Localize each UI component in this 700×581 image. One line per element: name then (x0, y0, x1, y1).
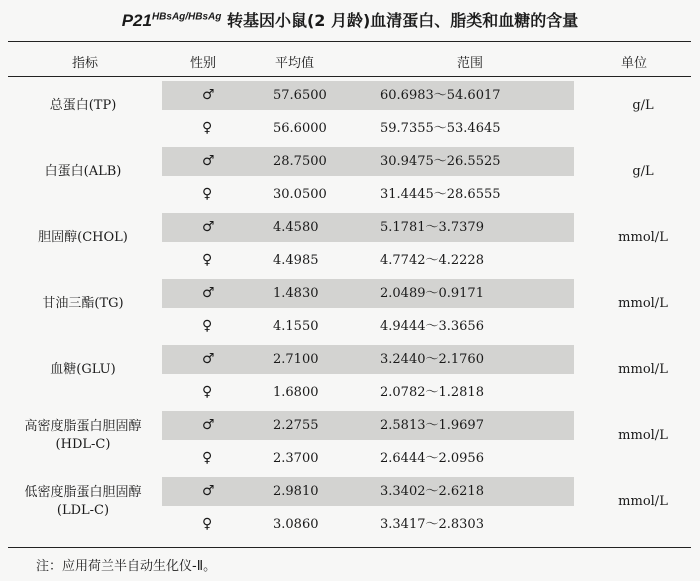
footnote: 注：应用荷兰半自动生化仪-Ⅱ。 (36, 559, 217, 574)
mean-value: 2.2755 (273, 418, 319, 433)
indicator-name: 胆固醇(CHOL) (38, 230, 128, 245)
unit-label: mmol/L (618, 296, 668, 311)
indicator-label (8, 163, 158, 181)
sex-symbol: ♀ (202, 186, 213, 202)
sex-symbol: ♂ (202, 417, 215, 433)
table-row (0, 112, 700, 145)
mean-value: 30.0500 (273, 187, 327, 202)
mean-value: 3.0860 (273, 517, 319, 532)
sex-symbol: ♀ (202, 252, 213, 268)
range-value: 4.7742～4.2228 (380, 253, 484, 268)
row-shading (162, 345, 574, 374)
indicator-label (8, 484, 158, 520)
sex-symbol: ♀ (202, 120, 213, 136)
sex-symbol: ♀ (202, 318, 213, 334)
range-value: 3.2440～2.1760 (380, 352, 484, 367)
mean-value: 28.7500 (273, 154, 327, 169)
table-title (0, 8, 700, 31)
indicator-name: 高密度脂蛋白胆固醇 (24, 419, 142, 434)
indicator-label (8, 295, 158, 313)
mean-value: 1.6800 (273, 385, 319, 400)
unit-label: g/L (632, 98, 654, 113)
header-rule (8, 76, 691, 77)
indicator-name: 低密度脂蛋白胆固醇 (24, 485, 142, 500)
indicator-label (8, 97, 158, 115)
sex-symbol: ♀ (202, 516, 213, 532)
row-shading (162, 477, 574, 506)
top-rule (8, 41, 691, 42)
title-superscript: HBsAg/HBsAg (151, 11, 222, 23)
row-shading (162, 213, 574, 242)
mean-value: 2.3700 (273, 451, 319, 466)
header-mean: 平均值 (275, 56, 315, 71)
range-value: 2.0782～1.2818 (380, 385, 484, 400)
unit-label: mmol/L (618, 230, 668, 245)
bottom-rule (8, 547, 691, 548)
row-shading (162, 411, 574, 440)
range-value: 31.4445～28.6555 (380, 187, 501, 202)
range-value: 59.7355～53.4645 (380, 121, 501, 136)
mean-value: 2.9810 (273, 484, 319, 499)
header-unit: 单位 (621, 56, 648, 71)
unit-label: mmol/L (618, 428, 668, 443)
range-value: 4.9444～3.3656 (380, 319, 484, 334)
sex-symbol: ♂ (202, 285, 215, 301)
range-value: 5.1781～3.7379 (380, 220, 484, 235)
table-row (0, 178, 700, 211)
indicator-label (8, 418, 158, 454)
sex-symbol: ♂ (202, 219, 215, 235)
header-range: 范围 (457, 56, 484, 71)
mean-value: 57.6500 (273, 88, 327, 103)
sex-symbol: ♀ (202, 384, 213, 400)
row-shading (162, 81, 574, 110)
mean-value: 2.7100 (273, 352, 319, 367)
mean-value: 1.4830 (273, 286, 319, 301)
unit-label: g/L (632, 164, 654, 179)
header-indicator: 指标 (72, 56, 99, 71)
range-value: 2.6444～2.0956 (380, 451, 484, 466)
indicator-name: 白蛋白(ALB) (44, 164, 122, 179)
indicator-abbrev: (HDL-C) (55, 437, 111, 452)
table-row (0, 310, 700, 343)
sex-symbol: ♀ (202, 450, 213, 466)
range-value: 3.3402～2.6218 (380, 484, 484, 499)
indicator-label (8, 229, 158, 247)
sex-symbol: ♂ (202, 483, 215, 499)
mean-value: 4.4985 (273, 253, 319, 268)
range-value: 3.3417～2.8303 (380, 517, 484, 532)
unit-label: mmol/L (618, 494, 668, 509)
range-value: 60.6983～54.6017 (380, 88, 501, 103)
indicator-abbrev: (LDL-C) (56, 503, 110, 518)
indicator-name: 总蛋白(TP) (49, 98, 117, 113)
range-value: 30.9475～26.5525 (380, 154, 501, 169)
mean-value: 4.1550 (273, 319, 319, 334)
unit-label: mmol/L (618, 362, 668, 377)
table-row (0, 376, 700, 409)
indicator-name: 甘油三酯(TG) (42, 296, 124, 311)
range-value: 2.0489～0.9171 (380, 286, 484, 301)
sex-symbol: ♂ (202, 153, 215, 169)
title-text: 转基因小鼠(2 月龄)血清蛋白、脂类和血糖的含量 (226, 11, 579, 30)
row-shading (162, 147, 574, 176)
indicator-label (8, 361, 158, 379)
range-value: 2.5813～1.9697 (380, 418, 484, 433)
title-prefix: P21 (121, 11, 152, 30)
header-sex: 性别 (190, 56, 217, 71)
row-shading (162, 279, 574, 308)
sex-symbol: ♂ (202, 351, 215, 367)
indicator-name: 血糖(GLU) (50, 362, 116, 377)
sex-symbol: ♂ (202, 87, 215, 103)
mean-value: 4.4580 (273, 220, 319, 235)
table-row (0, 244, 700, 277)
mean-value: 56.6000 (273, 121, 327, 136)
